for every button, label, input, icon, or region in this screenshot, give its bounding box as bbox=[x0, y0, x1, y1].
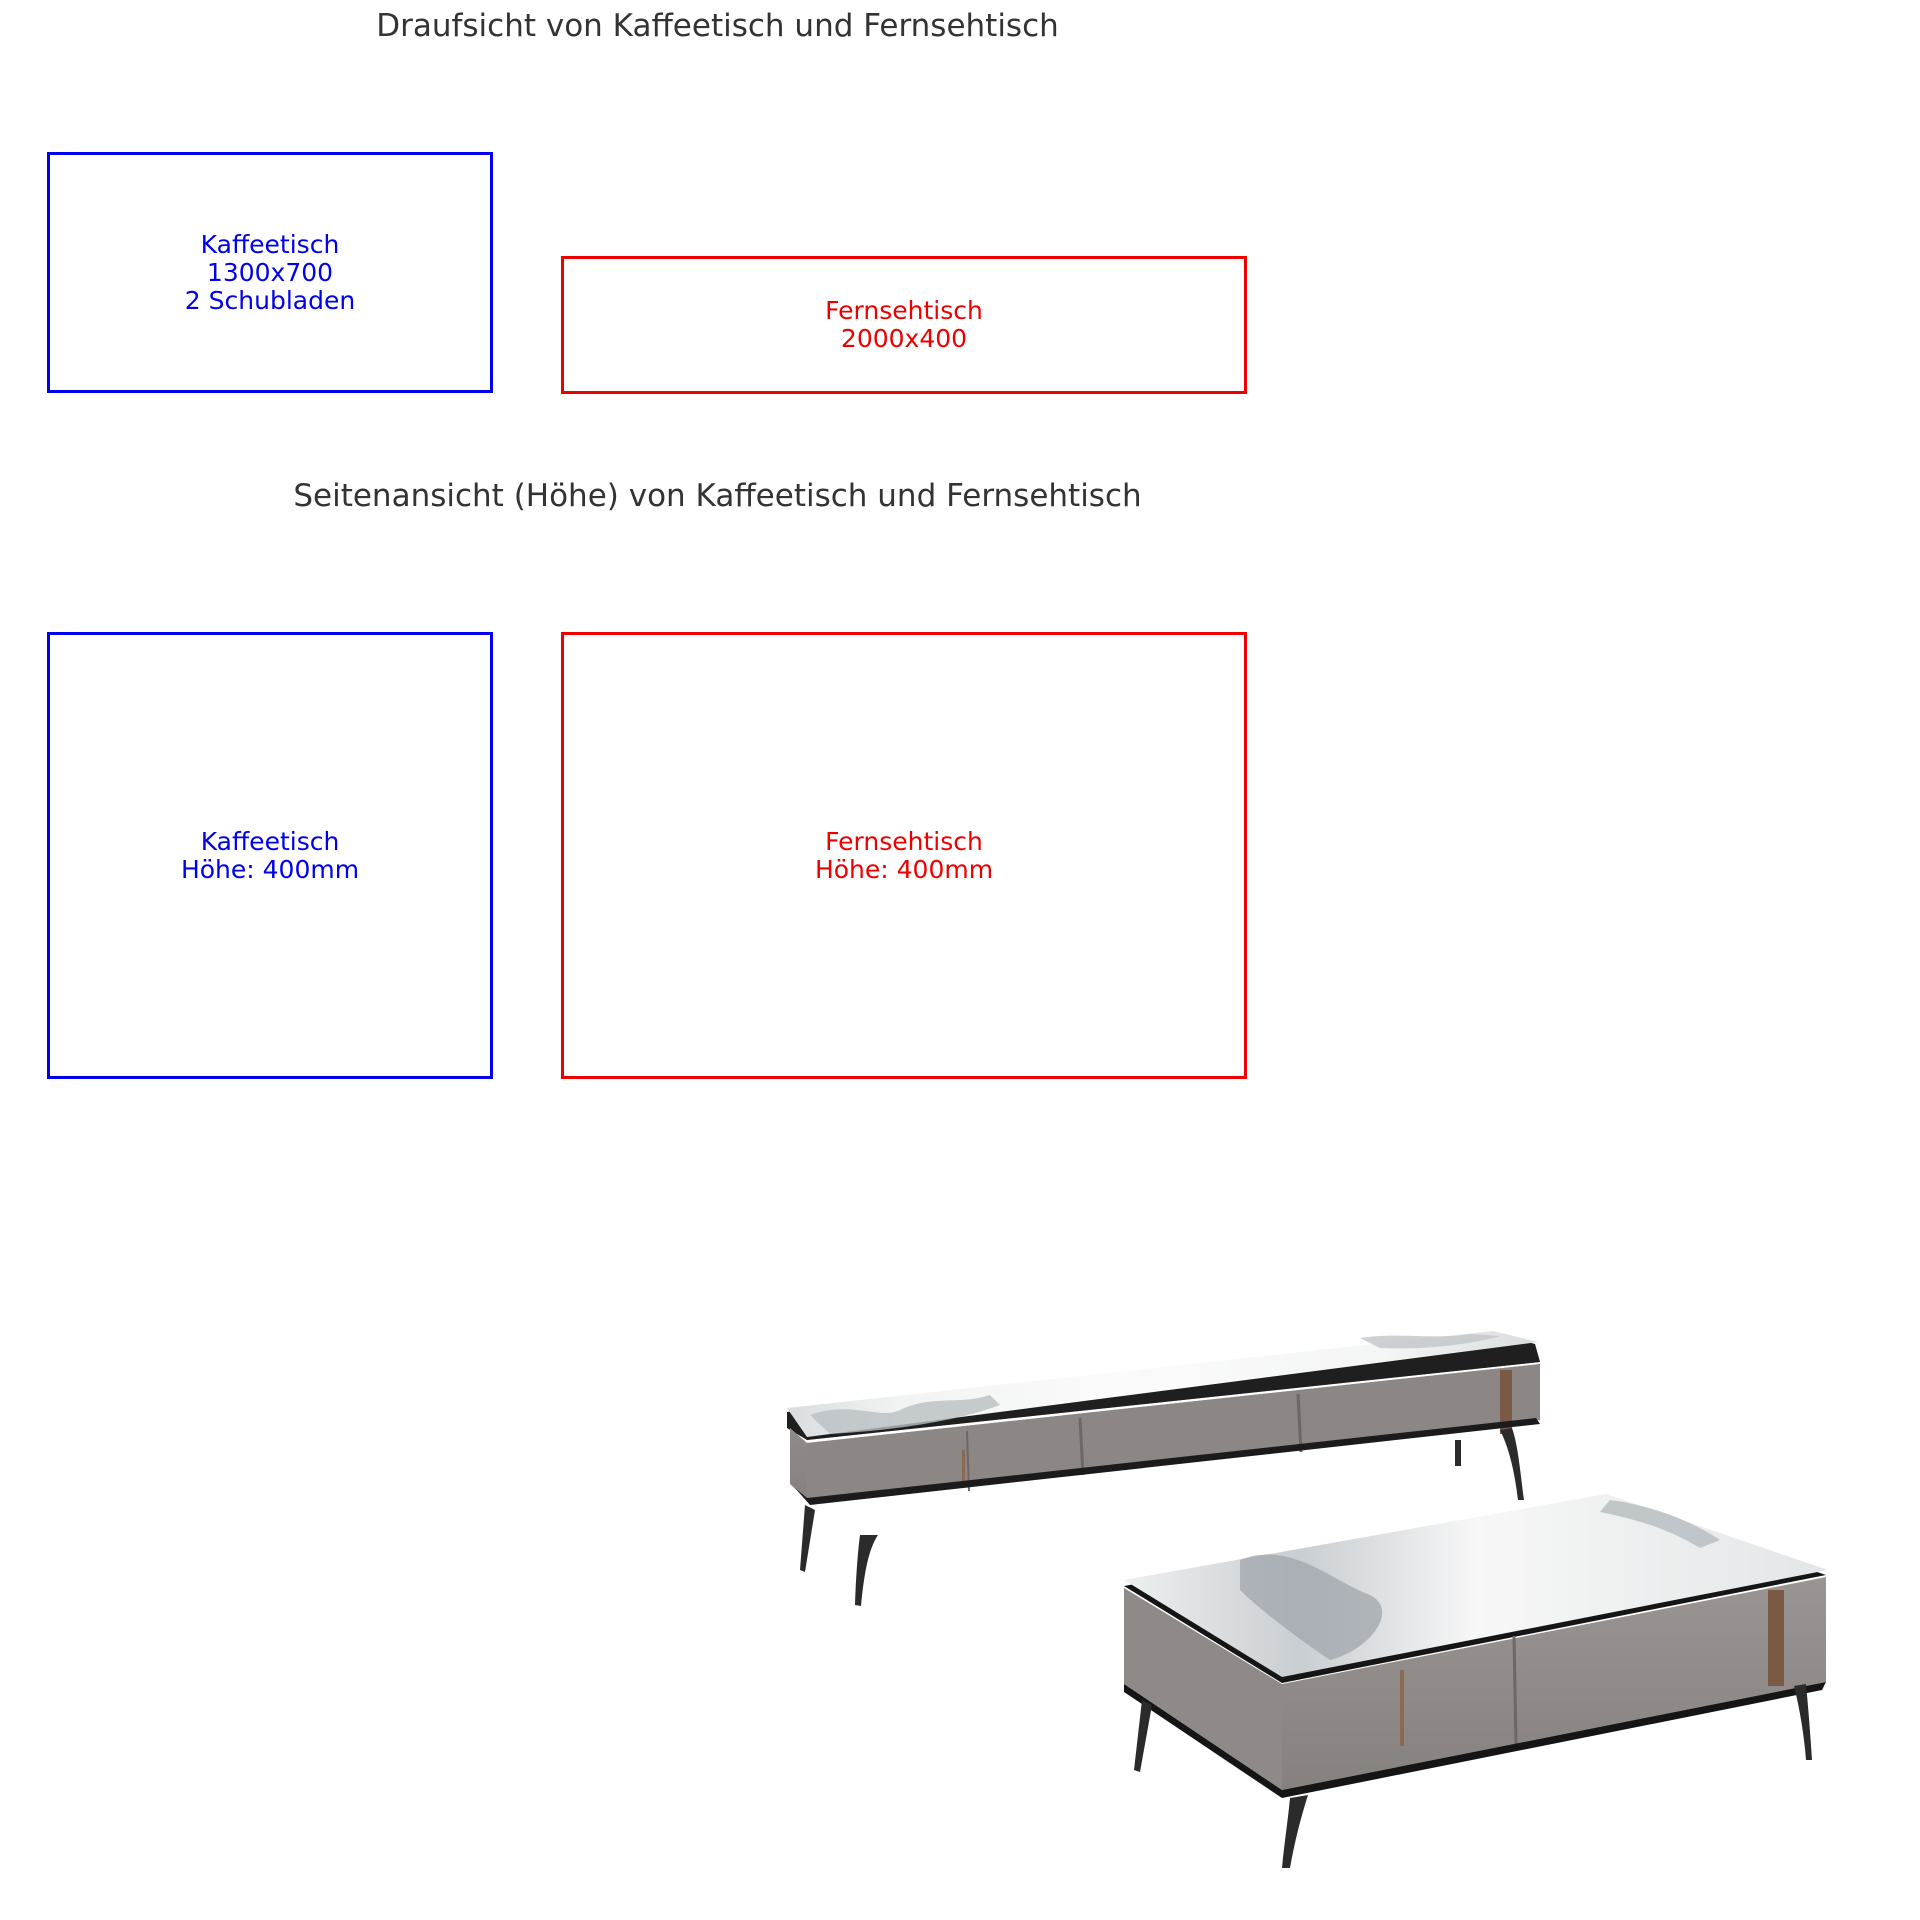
side-view-tv-table-name: Fernsehtisch bbox=[825, 826, 983, 856]
top-view-coffee-table-drawers: 2 Schubladen bbox=[184, 285, 356, 315]
side-view-coffee-table-name: Kaffeetisch bbox=[200, 826, 340, 856]
side-view-coffee-table-box bbox=[47, 632, 493, 1079]
furniture-photo bbox=[780, 1320, 1840, 1880]
top-view-coffee-table-dimensions: 1300x700 bbox=[206, 257, 334, 287]
top-view-tv-table-name: Fernsehtisch bbox=[825, 296, 983, 325]
coffee-table-render bbox=[1124, 1494, 1828, 1868]
side-view-title: Seitenansicht (Höhe) von Kaffeetisch und Fernsehtisch bbox=[293, 478, 1142, 514]
top-view-tv-table-dimensions: 2000x400 bbox=[840, 324, 968, 353]
top-view-title: Draufsicht von Kaffeetisch und Fernsehtisch bbox=[376, 8, 1059, 44]
top-view-coffee-table-box bbox=[47, 152, 493, 393]
side-view-tv-table-height: Höhe: 400mm bbox=[814, 854, 994, 884]
side-view-tv-table-box bbox=[561, 632, 1247, 1079]
side-view-coffee-table-height: Höhe: 400mm bbox=[180, 854, 360, 884]
top-view-coffee-table-name: Kaffeetisch bbox=[200, 229, 340, 259]
top-view-tv-table-box bbox=[561, 256, 1247, 394]
